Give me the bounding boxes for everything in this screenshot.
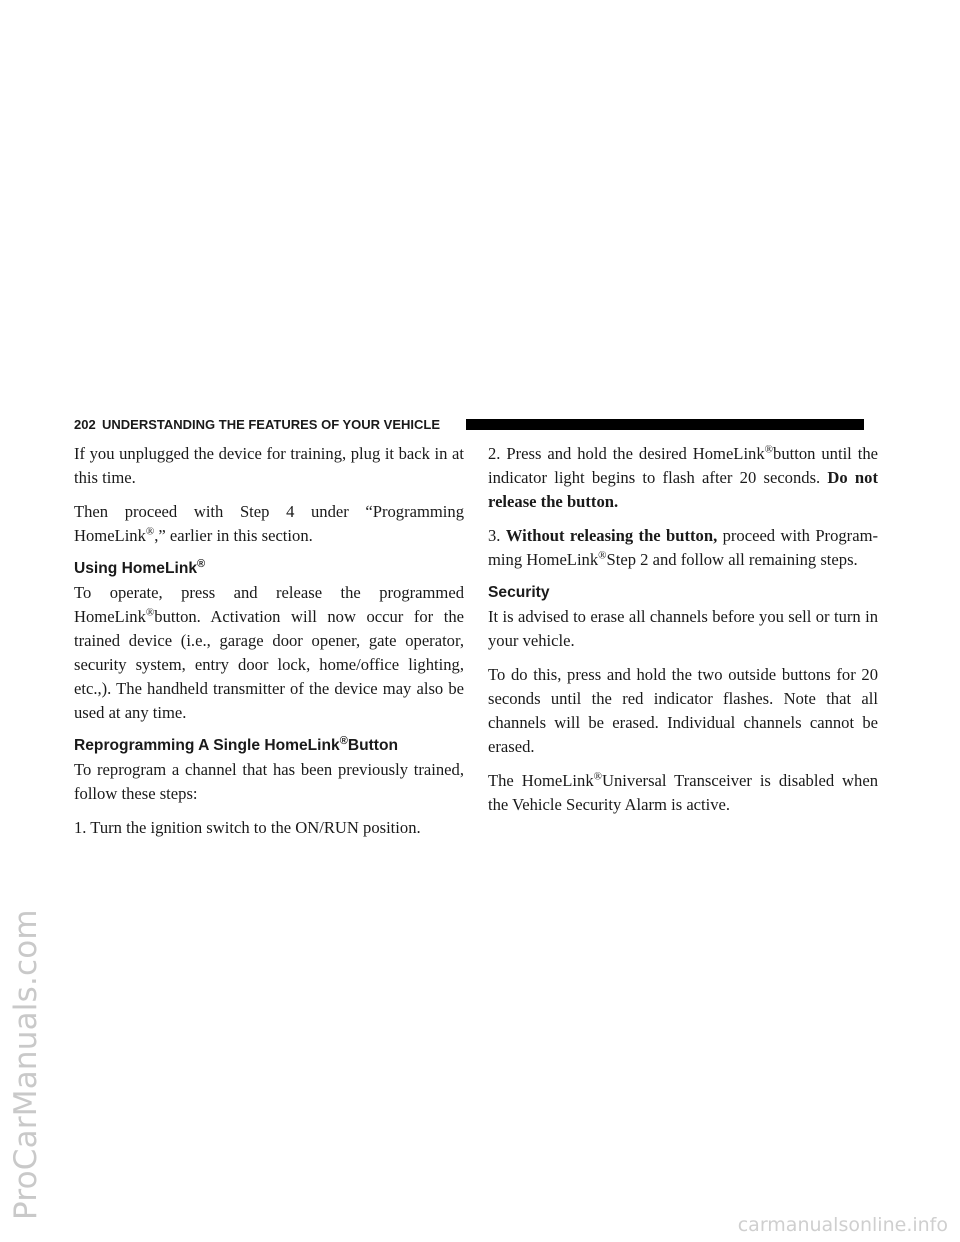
page-header	[74, 415, 864, 435]
header-bar	[466, 419, 864, 430]
heading-reprogramming: Reprogramming A Single HomeLink®Button	[74, 734, 399, 754]
paragraph-operate: To operate, press and release the programmed HomeLink®button. Activation will now occur for the trained device (i.e., garage door opener, gate operator, security system, entry door lock, home/office lighting, etc.,). The handheld transmitter of the device may also be used at any time.	[74, 583, 464, 722]
right-column	[488, 442, 878, 827]
left-column	[74, 442, 464, 850]
page-number: 202	[74, 417, 96, 432]
heading-security: Security	[488, 584, 550, 601]
paragraph-erase-steps: To do this, press and hold the two outside buttons for 20 seconds until the red indicator flashes. Note that all channels will be erased. Individual channels cannot be erased.	[488, 665, 878, 756]
paragraph-step-2: 2. Press and hold the desired HomeLink®button until the indicator light begins to flash after 20 seconds. Do not release the button.	[488, 443, 878, 511]
heading-using-homelink: Using HomeLink®	[74, 557, 206, 577]
section-title: UNDERSTANDING THE FEATURES OF YOUR VEHICLE	[102, 417, 441, 432]
registered-mark: ®	[145, 606, 155, 619]
side-watermark: ProCarManuals.com	[8, 909, 44, 1220]
registered-mark: ®	[339, 734, 348, 747]
paragraph-proceed: Then proceed with Step 4 under “Programming HomeLink®,” earlier in this section.	[74, 502, 464, 545]
paragraph-step-1: 1. Turn the ignition switch to the ON/RUN position.	[74, 818, 421, 837]
bottom-watermark: carmanualsonline.info	[737, 1214, 948, 1236]
paragraph-erase-advice: It is advised to erase all channels before you sell or turn in your vehicle.	[488, 607, 878, 650]
registered-mark: ®	[145, 525, 155, 538]
paragraph-disabled: The HomeLink®Universal Transceiver is disabled when the Vehicle Security Alarm is active.	[488, 770, 879, 814]
paragraph-reprogram-intro: To reprogram a channel that has been previously trained, follow these steps:	[74, 760, 464, 803]
registered-mark: ®	[764, 443, 774, 456]
registered-mark: ®	[197, 557, 206, 570]
registered-mark: ®	[598, 549, 607, 562]
registered-mark: ®	[593, 770, 602, 783]
paragraph-unplugged: If you unplugged the device for training, plug it back in at this time.	[74, 444, 464, 487]
paragraph-step-3: 3. Without releasing the button, proceed with Program-ming HomeLink®Step 2 and follow all remaining steps.	[488, 526, 878, 569]
